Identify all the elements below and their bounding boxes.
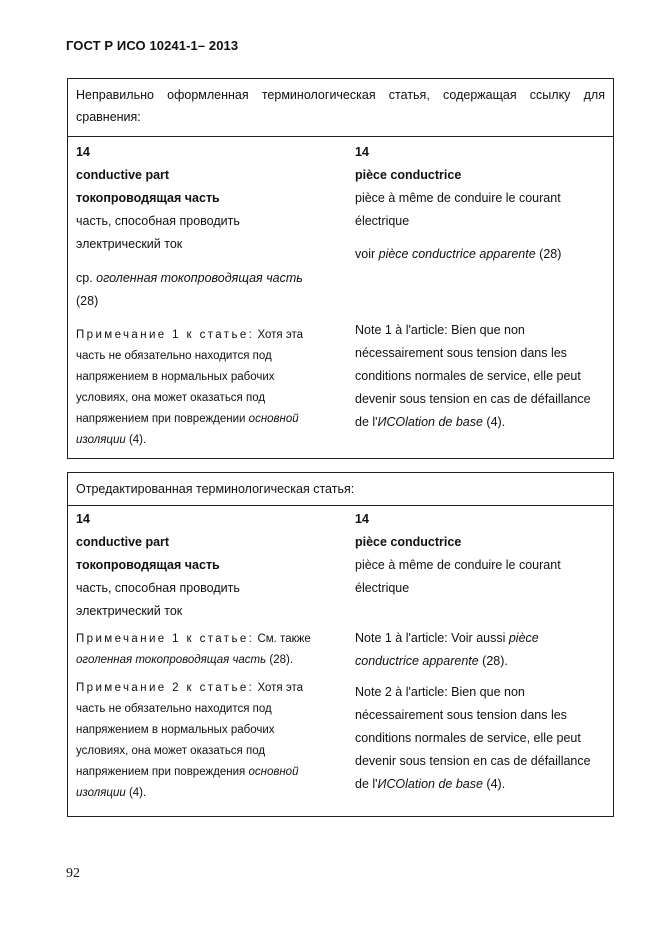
edited-entry-box bbox=[67, 472, 614, 817]
note-text: напряжением в нормальных рабочих bbox=[76, 724, 275, 736]
note-text: (4). bbox=[482, 777, 506, 791]
term-french: pièce conductrice bbox=[355, 535, 462, 549]
note-italic-term: изоляции bbox=[76, 787, 126, 799]
note-text: devenir sous tension en cas de défaillance bbox=[355, 392, 591, 406]
document-header: ГОСТ Р ИСО 10241-1– 2013 bbox=[66, 38, 239, 53]
note-text: часть не обязательно находится под bbox=[76, 703, 272, 715]
box2-intro: Отредактированная терминологическая статья: bbox=[68, 473, 613, 506]
box1-intro-line1: Неправильно оформленная терминологическая статья, содержащая ссылку для bbox=[76, 88, 605, 102]
note-text: Note 2 à l'article: Bien que non bbox=[355, 685, 525, 699]
note-text: (28). bbox=[478, 654, 508, 668]
note-italic-term: pièce bbox=[508, 631, 539, 645]
note-text: Хотя эта bbox=[254, 329, 303, 341]
entry-number: 14 bbox=[76, 512, 90, 526]
definition-line: электрический ток bbox=[76, 604, 183, 618]
note-label: Примечание 1 к статье: bbox=[76, 633, 255, 645]
box2-french-column bbox=[355, 508, 610, 796]
note-italic-term: основной bbox=[248, 413, 299, 425]
definition-line: часть, способная проводить bbox=[76, 581, 240, 595]
note-text: условиях, она может оказаться под bbox=[76, 392, 266, 404]
note-text: nécessairement sous tension dans les bbox=[355, 708, 567, 722]
page-number: 92 bbox=[66, 866, 80, 881]
note-text: Note 1 à l'article: Voir aussi bbox=[355, 631, 509, 645]
note-text: conditions normales de service, elle peut bbox=[355, 731, 581, 745]
box1-intro-line2: сравнения: bbox=[76, 110, 141, 124]
definition-line: pièce à même de conduire le courant bbox=[355, 191, 561, 205]
definition-line: электрический ток bbox=[76, 237, 183, 251]
note-label: Примечание 2 к статье: bbox=[76, 682, 255, 694]
note-italic-term: изоляции bbox=[76, 434, 126, 446]
cf-ref: (28) bbox=[76, 294, 99, 308]
box2-russian-column bbox=[76, 508, 338, 804]
term-english: conductive part bbox=[76, 535, 170, 549]
voir-term: pièce conductrice apparente bbox=[378, 247, 536, 261]
definition-line: pièce à même de conduire le courant bbox=[355, 558, 561, 572]
note-italic-term: ИСОlation de base bbox=[377, 777, 483, 791]
definition-line: électrique bbox=[355, 214, 410, 228]
voir-prefix: voir bbox=[355, 247, 379, 261]
note-1 bbox=[76, 325, 338, 451]
note-text: напряжением при повреждении bbox=[76, 413, 249, 425]
note-text: (28). bbox=[266, 654, 294, 666]
term-russian: токопроводящая часть bbox=[76, 191, 220, 205]
cf-prefix: ср. bbox=[76, 271, 97, 285]
entry-number: 14 bbox=[355, 512, 369, 526]
cf-term: оголенная токопроводящая часть bbox=[96, 271, 303, 285]
entry-number: 14 bbox=[355, 145, 369, 159]
note-text: devenir sous tension en cas de défaillance bbox=[355, 754, 591, 768]
box1-russian-column bbox=[76, 141, 338, 451]
note-text: См. также bbox=[254, 633, 311, 645]
note-text: напряжением в нормальных рабочих bbox=[76, 371, 275, 383]
note-text: (4). bbox=[125, 434, 147, 446]
note-2 bbox=[76, 678, 338, 804]
note-text: de l' bbox=[355, 415, 378, 429]
note-text: (4). bbox=[125, 787, 147, 799]
term-english: conductive part bbox=[76, 168, 170, 182]
note-text: conditions normales de service, elle peut bbox=[355, 369, 581, 383]
note-text: Хотя эта bbox=[254, 682, 303, 694]
box1-intro bbox=[68, 79, 613, 137]
note-text: de l' bbox=[355, 777, 378, 791]
note-label: Примечание 1 к статье: bbox=[76, 329, 255, 341]
term-french: pièce conductrice bbox=[355, 168, 462, 182]
note-italic-term: оголенная токопроводящая часть bbox=[76, 654, 267, 666]
see-reference bbox=[355, 243, 610, 266]
incorrect-entry-box bbox=[67, 78, 614, 459]
note-italic-term: ИСОlation de base bbox=[377, 415, 483, 429]
definition-line: électrique bbox=[355, 581, 410, 595]
note-1 bbox=[76, 629, 338, 671]
note-italic-term: основной bbox=[248, 766, 299, 778]
cross-reference bbox=[76, 267, 338, 290]
note-italic-term: conductrice apparente bbox=[355, 654, 479, 668]
entry-number: 14 bbox=[76, 145, 90, 159]
note-text: Note 1 à l'article: Bien que non bbox=[355, 323, 525, 337]
term-russian: токопроводящая часть bbox=[76, 558, 220, 572]
note-text: nécessairement sous tension dans les bbox=[355, 346, 567, 360]
note-text: часть не обязательно находится под bbox=[76, 350, 272, 362]
box1-french-column bbox=[355, 141, 610, 434]
voir-ref: (28) bbox=[535, 247, 562, 261]
definition-line: часть, способная проводить bbox=[76, 214, 240, 228]
note-text: (4). bbox=[482, 415, 506, 429]
note-text: условиях, она может оказаться под bbox=[76, 745, 266, 757]
note-text: напряжением при повреждения bbox=[76, 766, 249, 778]
